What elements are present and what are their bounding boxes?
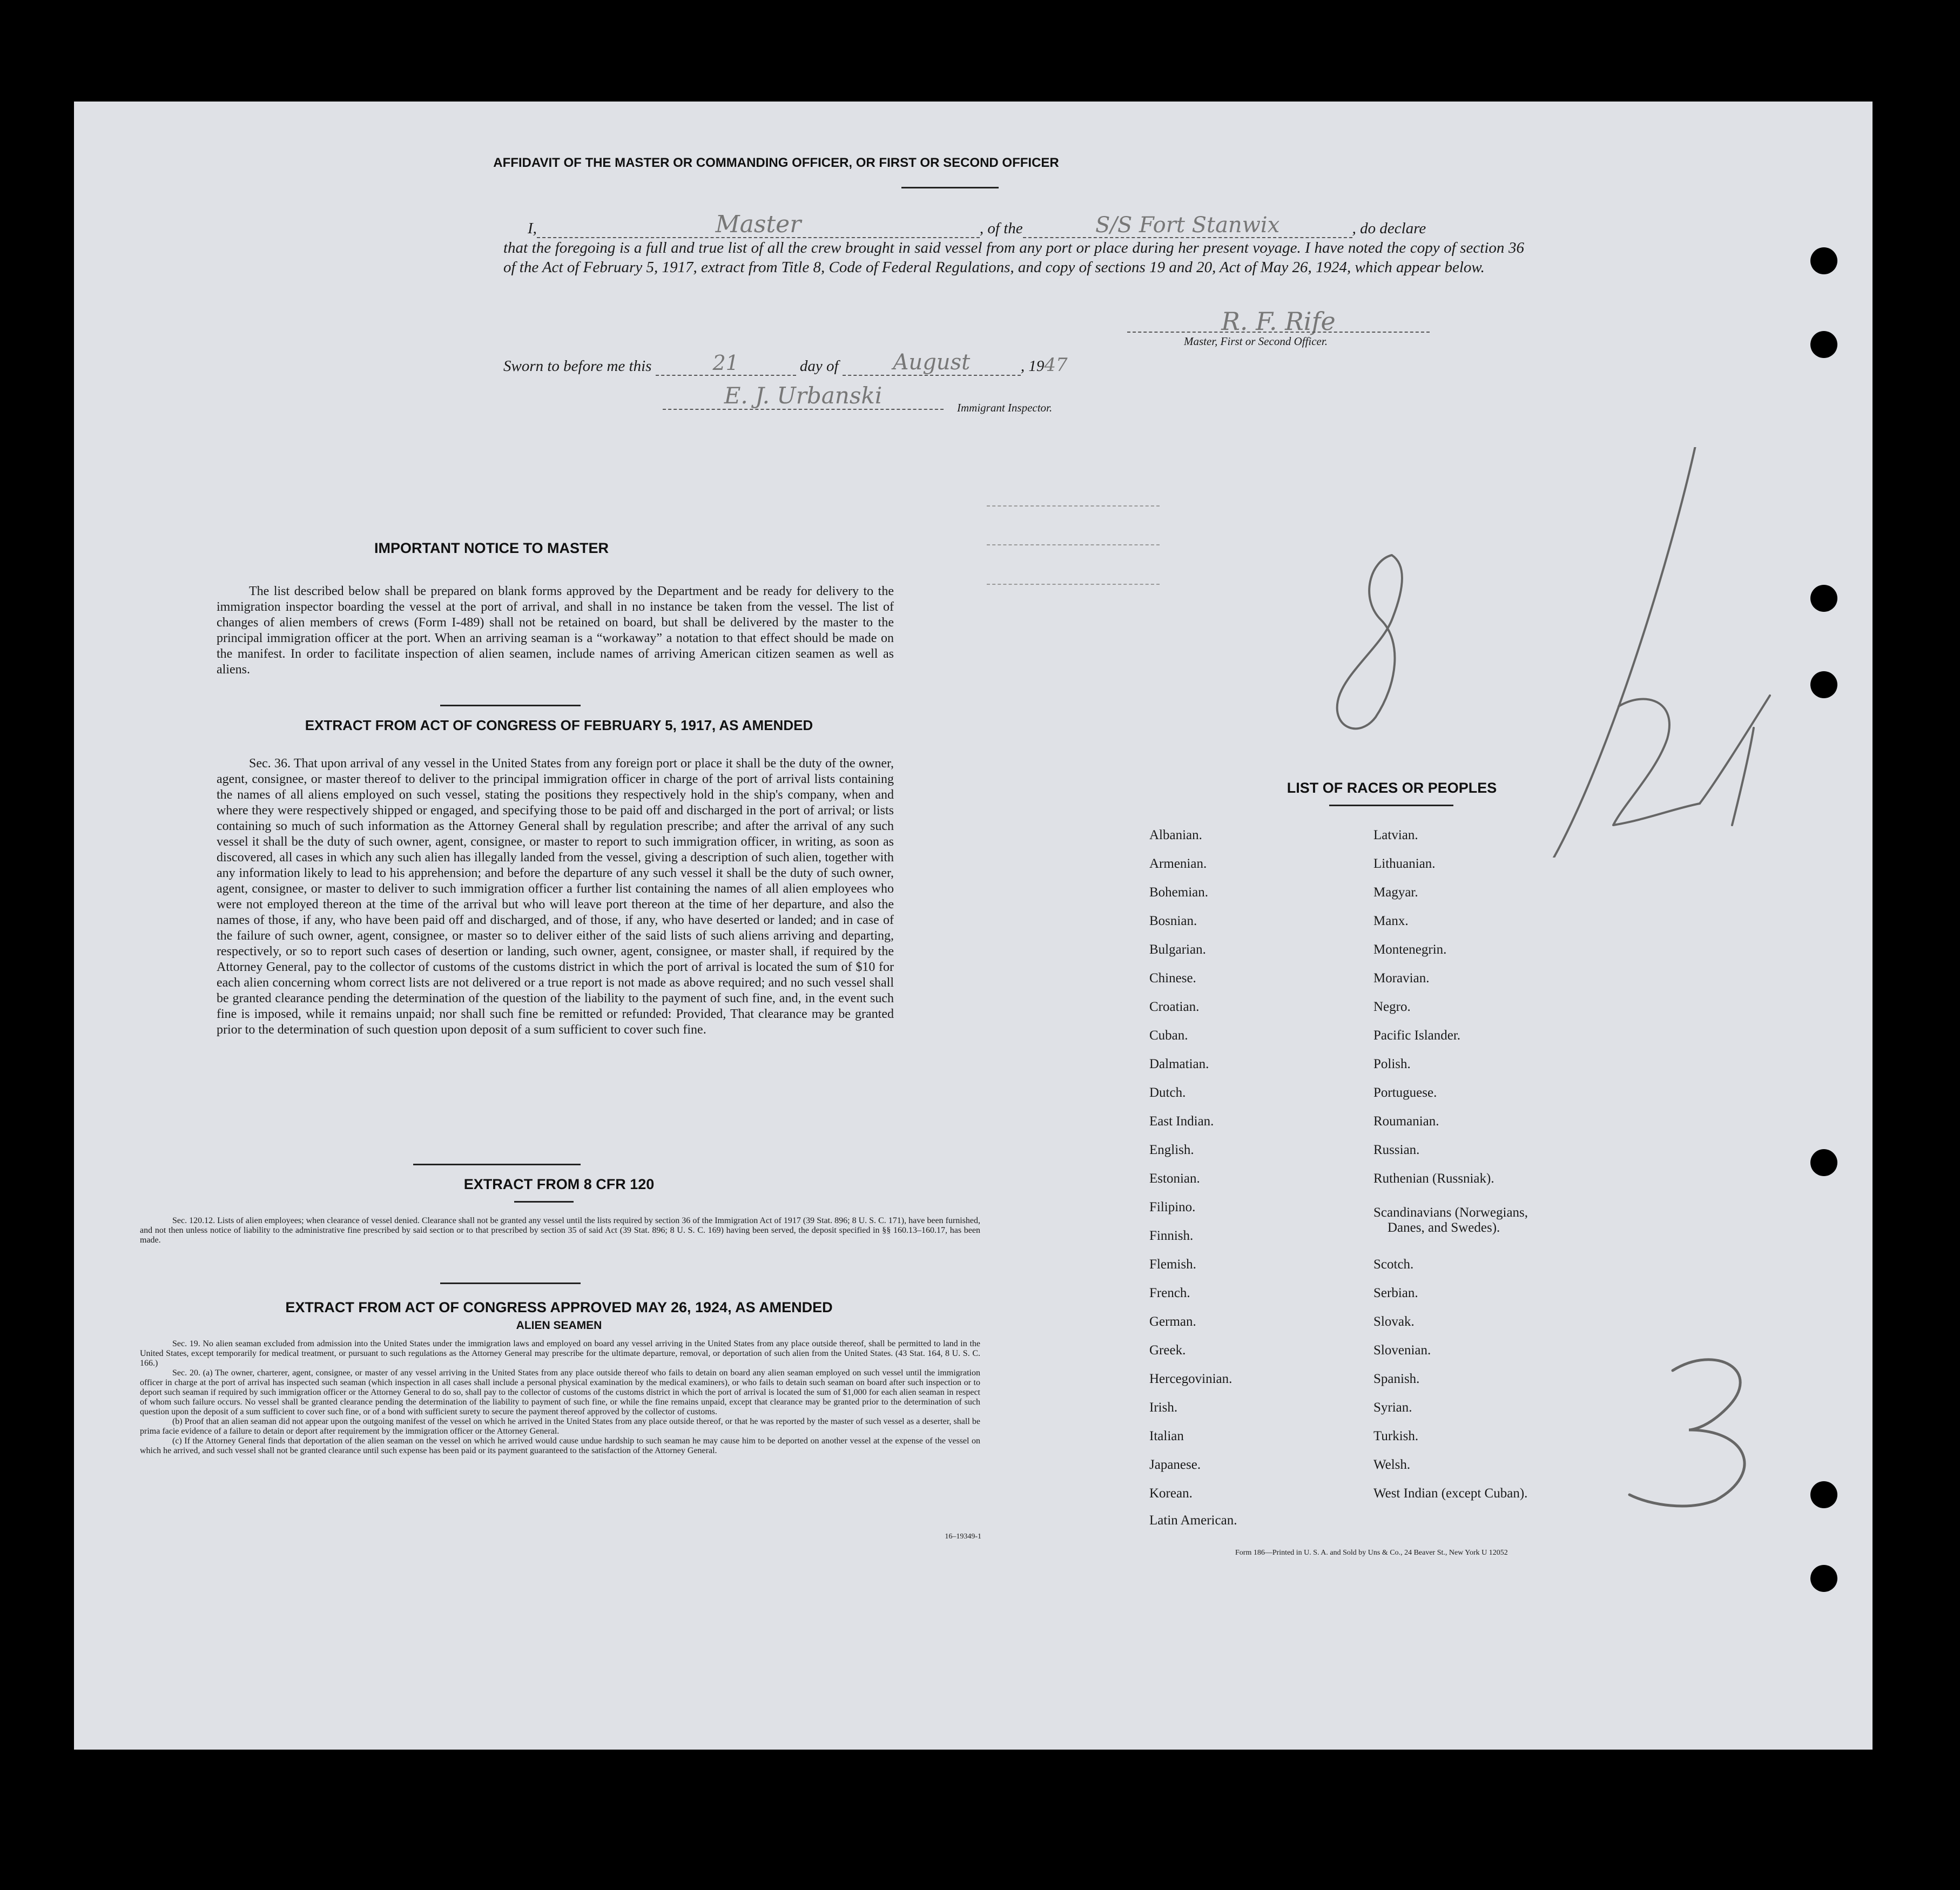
binder-hole [1810, 1565, 1837, 1592]
declaration-text: that the foregoing is a full and true list of all the crew brought in said vessel from any port or place during her present voyage. I have noted the copy of section 36 of the Act of February 5, 1917, extract from Title 8, Code of Federal Regulations, and copy of sections 19 and 20, Act of May 26, 1924, which appear below. [503, 239, 1524, 276]
title-rule [901, 187, 999, 188]
race-right-14: Scandinavians (Norwegians, [1373, 1205, 1528, 1220]
sec-19: Sec. 19. No alien seaman excluded from admission into the United States under the immigration laws and employed on board any vessel arriving in the United States from any place outside thereof, shall be permitted to land in the United States, except temporarily for medical treatment, or pursuant to such regulations as the Attorney General may prescribe for the ultimate departure, removal, or deportation of such alien from the United States. (43 Stat. 164, 8 U. S. C. 166.) [140, 1339, 980, 1368]
binder-hole [1810, 331, 1837, 358]
race-right-12: Russian. [1373, 1143, 1420, 1157]
binder-hole [1810, 1481, 1837, 1508]
year-prefix: 19 [1028, 357, 1045, 375]
date-annotation [1268, 447, 1808, 858]
race-right-16: Serbian. [1373, 1286, 1418, 1300]
race-left-20: Hercegovinian. [1149, 1372, 1232, 1386]
master-caption: Master, First or Second Officer. [1184, 335, 1328, 348]
race-right-23: West Indian (except Cuban). [1373, 1486, 1528, 1501]
race-right-5: Montenegrin. [1373, 942, 1447, 957]
race-right-10: Portuguese. [1373, 1085, 1437, 1100]
race-right-9: Polish. [1373, 1057, 1411, 1071]
section-rule-short [514, 1201, 574, 1203]
label-declare: , do declare [1352, 220, 1426, 237]
sworn-day-word: day of [799, 357, 839, 375]
race-left-8: Cuban. [1149, 1028, 1188, 1043]
race-left-18: German. [1149, 1314, 1196, 1329]
race-left-2: Armenian. [1149, 856, 1207, 871]
blank-dash [987, 584, 1160, 585]
race-left-9: Dalmatian. [1149, 1057, 1209, 1071]
form-sheet [74, 102, 1873, 1750]
vessel-field [1023, 215, 1352, 238]
race-right-7: Negro. [1373, 1000, 1411, 1014]
race-left-24: Korean. [1149, 1486, 1193, 1501]
race-right-18: Slovenian. [1373, 1343, 1431, 1358]
race-left-6: Chinese. [1149, 971, 1196, 986]
binder-hole [1810, 1149, 1837, 1176]
race-left-12: English. [1149, 1143, 1194, 1157]
race-right-21: Turkish. [1373, 1429, 1419, 1443]
binder-hole [1810, 585, 1837, 612]
sworn-month-field [843, 350, 1021, 376]
race-right-6: Moravian. [1373, 971, 1430, 986]
notice-title: IMPORTANT NOTICE TO MASTER [374, 540, 609, 556]
section-rule [440, 1282, 581, 1284]
master-field [537, 211, 980, 238]
label-i: I, [528, 220, 537, 237]
extract-1924-title: EXTRACT FROM ACT OF CONGRESS APPROVED MAY 26, 1924, AS AMENDED [285, 1299, 833, 1315]
race-left-17: French. [1149, 1286, 1190, 1300]
race-left-13: Estonian. [1149, 1171, 1200, 1186]
race-right-2: Lithuanian. [1373, 856, 1436, 871]
race-right-4: Manx. [1373, 914, 1409, 928]
signature-line [1127, 332, 1430, 333]
sworn-prefix: Sworn to before me this [503, 357, 652, 375]
race-left-5: Bulgarian. [1149, 942, 1206, 957]
inspector-caption: Immigrant Inspector. [957, 401, 1053, 414]
notice-body: The list described below shall be prepared on blank forms approved by the Department and be ready for delivery to the immigration inspector boarding the vessel at the port of arrival, and shall in no instance be taken from the vessel. The list of changes of alien members of crews (Form I-489) shall not be retained on board, but shall be delivered by the master to the principal immigration officer at the port. When an arriving seaman is a “workaway” a notation to that effect should be made on the manifest. In order to facilitate inspection of alien seamen, include names of arriving American citizen seamen as well as aliens. [217, 584, 894, 677]
section-rule [413, 1164, 581, 1165]
date-annotation-drawing [1268, 447, 1808, 858]
master-signature-text: R. F. Rife [1221, 307, 1336, 336]
inspector-signature: E. J. Urbanski [724, 382, 883, 409]
blank-dash [987, 505, 1160, 507]
binder-hole [1810, 247, 1837, 274]
inspector-field [663, 382, 944, 410]
extract-cfr-body: Sec. 120.12. Lists of alien employees; when clearance of vessel denied. Clearance shall not be granted any vessel until the lists required by section 36 of the Immigration Act of 1917 (39 Stat. 896; 8 U. S. C. 171), have been furnished, and not then unless notice of liability to the administrative fine prescribed by said section or to that prescribed by section 35 of said Act (39 Stat. 896; 8 U. S. C. 169) having been served, the deposit specified in §§ 160.13–160.17, has been made. [140, 1216, 980, 1245]
race-left-16: Flemish. [1149, 1257, 1196, 1272]
sec-20b: (b) Proof that an alien seaman did not appear upon the outgoing manifest of the vessel on which he arrived in the United States from any place outside thereof, or that he was reported by the master of such vessel as a deserter, shall be prima facie evidence of a failure to detain or deport after requirement by the immigration officer or the Attorney General. [140, 1417, 980, 1436]
extract-1917-title: EXTRACT FROM ACT OF CONGRESS OF FEBRUARY 5, 1917, AS AMENDED [305, 717, 813, 733]
race-right-3: Magyar. [1373, 885, 1418, 900]
blank-dash [987, 544, 1160, 545]
vessel-handwriting: S/S Fort Stanwix [1095, 213, 1280, 238]
extract-cfr-title: EXTRACT FROM 8 CFR 120 [463, 1176, 655, 1192]
sworn-line: Sworn to before me this 21 day of August , 1947 [503, 350, 1068, 376]
race-right-11: Roumanian. [1373, 1114, 1439, 1129]
sec-20c: (c) If the Attorney General finds that deportation of the alien seaman on the vessel on which he arrived would cause undue hardship to such seaman he may cause him to be deported on another vessel at the expense of the vessel on which he arrived, and such vessel shall not be granted clearance until such expense has been paid or its payment guaranteed to the satisfaction of the Attorney General. [140, 1436, 980, 1455]
race-left-4: Bosnian. [1149, 914, 1197, 928]
affidavit-body [503, 211, 1524, 277]
race-left-1: Albanian. [1149, 828, 1202, 842]
race-left-21: Irish. [1149, 1400, 1178, 1415]
race-right-14b: Danes, and Swedes). [1388, 1220, 1500, 1235]
declaration-line [503, 211, 1524, 238]
extract-1924-subtitle: ALIEN SEAMEN [516, 1319, 602, 1332]
races-title: LIST OF RACES OR PEOPLES [1287, 780, 1497, 796]
race-right-20: Syrian. [1373, 1400, 1412, 1415]
race-right-13: Ruthenian (Russniak). [1373, 1171, 1494, 1186]
race-right-22: Welsh. [1373, 1457, 1411, 1472]
sworn-day: 21 [712, 351, 739, 375]
race-right-15: Scotch. [1373, 1257, 1414, 1272]
affidavit-title: AFFIDAVIT OF THE MASTER OR COMMANDING OFFICER, OR FIRST OR SECOND OFFICER [493, 156, 1059, 170]
race-left-7: Croatian. [1149, 1000, 1200, 1014]
page-annotation-drawing [1608, 1349, 1786, 1511]
sec-20a: Sec. 20. (a) The owner, charterer, agent, consignee, or master of any vessel arriving in the United States from any place outside thereof who fails to detain on board any alien seaman employed on such vessel until the immigration officer in charge at the port of arrival has inspected such seaman (which inspection in all cases shall include a personal physical examination by the medical examiners), or who fails to detain such seaman on board after such inspection or to deport such seaman if required by such immigration officer or the Attorney General to do so, shall pay to the collector of customs of the customs district in which the port of arrival is located the sum of $1,000 for each alien seaman in respect of whom such failure occurs. No vessel shall be granted clearance pending the determination of the liability to payment of such fine, or while the fine remains unpaid, except that clearance may be granted prior to the determination of such question upon the deposit of a sum sufficient to cover such fine, or of a bond with sufficient surety to secure the payment thereof approved by the collector of customs. [140, 1368, 980, 1416]
page-annotation [1608, 1349, 1786, 1511]
race-right-19: Spanish. [1373, 1372, 1420, 1386]
sworn-day-field [656, 351, 796, 376]
race-left-23: Japanese. [1149, 1457, 1201, 1472]
race-left-10: Dutch. [1149, 1085, 1186, 1100]
section-rule [440, 705, 581, 706]
binder-hole [1810, 671, 1837, 698]
form-number: 16–19349-1 [945, 1533, 981, 1541]
sworn-month: August [893, 350, 971, 375]
printer-imprint: Form 186—Printed in U. S. A. and Sold by Uns & Co., 24 Beaver St., New York U 12052 [1235, 1549, 1508, 1557]
year-suffix: 47 [1044, 354, 1068, 376]
race-left-22: Italian [1149, 1429, 1184, 1443]
race-right-1: Latvian. [1373, 828, 1418, 842]
race-left-3: Bohemian. [1149, 885, 1209, 900]
race-left-14: Filipino. [1149, 1200, 1196, 1214]
label-of-the: , of the [979, 220, 1023, 237]
race-left-19: Greek. [1149, 1343, 1186, 1358]
race-left-11: East Indian. [1149, 1114, 1214, 1129]
race-left-25: Latin American. [1149, 1513, 1237, 1528]
extract-1924-body [140, 1339, 980, 1456]
extract-1917-body: Sec. 36. That upon arrival of any vessel in the United States from any foreign port or place it shall be the duty of the owner, agent, consignee, or master thereof to deliver to the principal immigration officer in charge of the port of arrival lists containing the names of all aliens employed on such vessel, stating the positions they respectively hold in the ship's company, when and where they were respectively shipped or engaged, and specifying those to be paid off and discharged in the port of arrival; or lists containing so much of such information as the Attorney General shall by regulation prescribe; and after the arrival of any such vessel it shall be the duty of such owner, agent, consignee, or master to report to such immigration officer, in writing, as soon as discovered, all cases in which any such alien has illegally landed from the vessel, giving a description of such alien, together with any information likely to lead to his apprehension; and before the departure of any such vessel it shall be the duty of such owner, agent, consignee, or master to deliver to such immigration officer a further list containing the names of all alien employees who were not employed thereon at the time of the arrival but who will leave port thereon at the time of her departure, and also the names of those, if any, who have been paid off and discharged, and of those, if any, who have deserted or landed; and in case of the failure of such owner, agent, consignee, or master so to deliver either of the said lists of such aliens arriving and departing, respectively, or so to report such cases of desertion or landing, such owner, agent, consignee, or master shall, if required by the Attorney General, pay to the collector of customs of the customs district in which the port of arrival is located the sum of $10 for each alien concerning whom correct lists are not delivered or a true report is not made as above required; and no such vessel shall be granted clearance pending the determination of the question of the liability to the payment of such fine, and, in the event such fine is imposed, while it remains unpaid; nor shall such fine be remitted or refunded: Provided, That clearance may be granted prior to the determination of such question upon deposit of a sum sufficient to cover such fine. [217, 757, 894, 1037]
race-right-17: Slovak. [1373, 1314, 1415, 1329]
race-left-15: Finnish. [1149, 1228, 1194, 1243]
master-handwriting: Master [715, 211, 801, 238]
race-right-8: Pacific Islander. [1373, 1028, 1461, 1043]
